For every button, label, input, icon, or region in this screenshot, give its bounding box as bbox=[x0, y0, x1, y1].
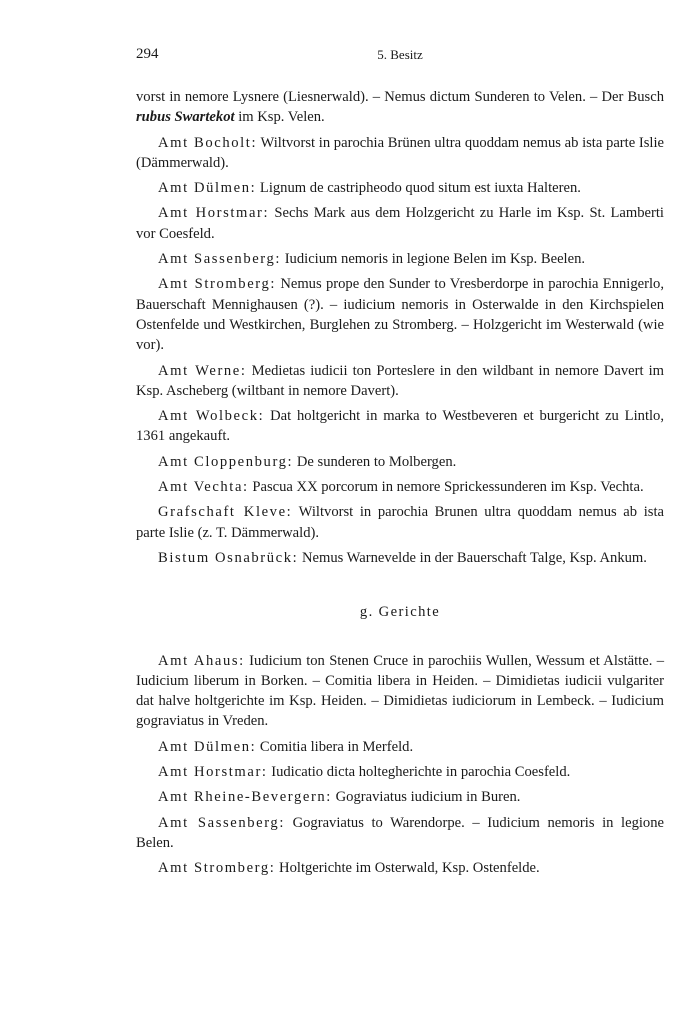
entry-label: Amt Cloppenburg: bbox=[158, 453, 294, 470]
entry-label: Amt Horstmar: bbox=[158, 764, 268, 781]
entry-text: De sunderen to Molbergen. bbox=[293, 453, 457, 470]
entry-paragraph bbox=[136, 477, 664, 497]
entry-paragraph bbox=[136, 813, 664, 854]
entry-label: Amt Ahaus: bbox=[158, 652, 245, 669]
entry-text: Iudicium ton Stenen Cruce in parochiis Wullen, Wessum et Alstätte. – Iudicium liberum in Borken. – Comitia libera in Heiden. – Dimidietas iudicii vulgariter dat halve holtgerichte im Ksp. Heiden. – Dimidietas iudiciorum in Lembeck. – Iudicium gograviatus in Vreden. bbox=[136, 652, 664, 730]
section-heading: g. Gerichte bbox=[359, 604, 441, 621]
entry-label: Amt Dülmen: bbox=[158, 738, 257, 755]
entry-paragraph bbox=[136, 133, 664, 174]
entry-label: Amt Dülmen: bbox=[158, 180, 257, 197]
entry-text: Pascua XX porcorum in nemore Sprickessunderen im Ksp. Vechta. bbox=[248, 479, 644, 496]
entry-label: Bistum Osnabrück: bbox=[158, 549, 299, 566]
entry-text: Lignum de castripheodo quod situm est iuxta Halteren. bbox=[256, 180, 581, 197]
entry-text: Medietas iudicii ton Porteslere in den wildbant in nemore Davert im Ksp. Ascheberg (wiltbant in nemore Davert). bbox=[136, 362, 664, 399]
entry-label: Amt Sassenberg: bbox=[158, 251, 282, 268]
entry-text: Iudicium nemoris in legione Belen im Ksp. Beelen. bbox=[281, 251, 586, 268]
entry-text: Wiltvorst in parochia Brünen ultra quoddam nemus ab ista parte Islie (Dämmerwald). bbox=[136, 134, 665, 171]
entry-label: Amt Bocholt: bbox=[158, 134, 258, 151]
entry-paragraph bbox=[136, 858, 664, 878]
entry-text: Holtgerichte im Osterwald, Ksp. Ostenfelde. bbox=[275, 860, 540, 877]
entry-label: Grafschaft Kleve: bbox=[158, 504, 293, 521]
entry-label: Amt Werne: bbox=[158, 362, 247, 379]
continued-paragraph bbox=[136, 87, 664, 128]
intro-text-2: im Ksp. Velen. bbox=[234, 109, 325, 126]
entry-label: Amt Vechta: bbox=[158, 479, 249, 496]
entry-paragraph bbox=[136, 203, 664, 244]
entry-text: Nemus prope den Sunder to Vresberdorpe in parochia Ennigerlo, Bauerschaft Mennighausen (?). – iudicium nemoris in Osterwalde in den Kirchspielen Ostenfelde und Westkirchen, Burglehen zu Stromberg. – Holzgericht im Westerwald (wie vor). bbox=[136, 276, 664, 354]
entry-text: Nemus Warnevelde in der Bauerschaft Talge, Ksp. Ankum. bbox=[298, 549, 647, 566]
entry-label: Amt Rheine-Bevergern: bbox=[158, 789, 332, 806]
entry-paragraph bbox=[136, 737, 664, 757]
entry-paragraph bbox=[136, 452, 664, 472]
entry-text: Dat holtgericht in marka to Westbeveren et burgericht zu Lintlo, 1361 angekauft. bbox=[136, 408, 664, 445]
entry-text: Gograviatus iudicium in Buren. bbox=[331, 789, 521, 806]
intro-text-1: vorst in nemore Lysnere (Liesnerwald). – Nemus dictum Sunderen to Velen. – Der Busch bbox=[136, 89, 664, 105]
running-title: 5. Besitz bbox=[377, 47, 423, 62]
entry-paragraph bbox=[136, 502, 664, 543]
entry-text: Wiltvorst in parochia Brunen ultra quoddam nemus ab ista parte Islie (z. T. Dämmerwald). bbox=[136, 504, 664, 541]
page-number: 294 bbox=[136, 46, 159, 62]
body-text bbox=[136, 87, 664, 884]
entry-paragraph bbox=[136, 178, 664, 198]
entry-paragraph bbox=[136, 787, 664, 807]
entry-label: Amt Horstmar: bbox=[158, 205, 270, 222]
entry-label: Amt Wolbeck: bbox=[158, 408, 265, 425]
entry-paragraph bbox=[136, 651, 664, 732]
entry-paragraph bbox=[136, 548, 664, 568]
entry-text: Iudicatio dicta holtegherichte in parochia Coesfeld. bbox=[267, 764, 571, 781]
running-head bbox=[136, 46, 664, 68]
entry-text: Gograviatus to Warendorpe. – Iudicium nemoris in legione Belen. bbox=[136, 814, 664, 851]
entry-paragraph bbox=[136, 249, 664, 269]
entry-label: Amt Stromberg: bbox=[158, 860, 276, 877]
entry-paragraph bbox=[136, 762, 664, 782]
entry-paragraph bbox=[136, 274, 664, 355]
entry-paragraph bbox=[136, 361, 664, 402]
entry-text: Sechs Mark aus dem Holzgericht zu Harle im Ksp. St. Lamberti vor Coesfeld. bbox=[136, 205, 664, 242]
italic-term: rubus Swartekot bbox=[136, 109, 235, 126]
entry-paragraph bbox=[136, 406, 664, 447]
entry-label: Amt Stromberg: bbox=[158, 276, 277, 293]
entry-text: Comitia libera in Merfeld. bbox=[256, 738, 414, 755]
entry-label: Amt Sassenberg: bbox=[158, 814, 285, 831]
